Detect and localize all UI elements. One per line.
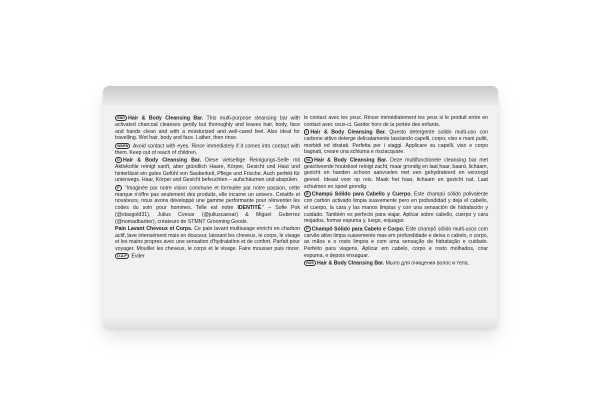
french-text: Ce pain lavant multiusage enrichi en charbon actif, lave intensément mais en douceur, laissant les cheveux, le corps, le visage et les mains propres avec une sensation d'hydratation et de confort. Parfait pour voyager. Mouiller les cheveux, le corps et le visage. Faire mousser puis rincer. (115, 225, 300, 252)
language-tag-es: E (304, 191, 311, 197)
language-tag-pt: P (304, 226, 311, 232)
french-quote-text: “Imaginée par notre vision commune et formulée par notre passion, cette marque n'offre pas seulement des produits, elle incarne un univers. Créatifs et novateurs, nous avons développé une gamme performante pour réinventer les codes du soin pour hommes. Telle est notre (115, 185, 300, 212)
portuguese-title: Champô Sólido para Cabelo e Corpo. (311, 225, 405, 232)
right-text-column (304, 115, 488, 268)
product-box (103, 86, 498, 328)
box-top-edge (103, 86, 498, 106)
language-tag-fr: F (115, 185, 122, 191)
dutch-title: Hair & Body Cleansing Bar. (314, 157, 388, 163)
french-title: Pain Lavant Cheveux et Corps. (115, 225, 193, 232)
french-warning-continued: le contact avec les yeux. Rincer immédiatement les yeux si le produit entre en contact avec ceux-ci. Garder hors de la portée des enfants. (304, 115, 488, 128)
language-tag-de: D (115, 157, 122, 163)
russian-paragraph (304, 260, 488, 267)
russian-title: Hair & Body Cleansing Bar. (316, 260, 385, 267)
spanish-paragraph (304, 191, 488, 225)
french-quote-credits: .” – Sofie Pok (@stasgold31), Julius Cvesar (@juliuscaesar) & Miguel Gutierrez (@nomadbarber), créateurs de STMNT Grooming Goods. (115, 205, 300, 225)
italian-title: Hair & Body Cleansing Bar. (310, 129, 386, 136)
english-text: This multi-purpose cleansing bar with activated charcoal cleanses gently but thoroughly and leaves hair, body, face and hands clean and with a moisturized and well-cared feel. Also ideal for travelling. Wet hair, body and face. Lather, then rinse. (115, 115, 300, 142)
spanish-title: Champú Sólido para Cabello y Cuerpo. (311, 191, 412, 198)
english-title: Hair & Body Cleansing Bar. (128, 115, 204, 122)
french-warning-text: Éviter (129, 252, 145, 259)
language-tag-ru: RUS (304, 260, 316, 266)
language-tag-nl: NL (304, 157, 313, 163)
french-paragraph (115, 226, 300, 260)
spanish-text: Este champú sólido polivalente con carbón activado limpia suavemente pero en profundidad y deja el cabello, el cuerpo, la cara y las manos limpias y con una sensación de hidratación y cuidado. También es perfecto para viajar. Aplicar sobre cabello, cuerpo y cara mojados, formar espuma y, luego, enjuagar. (304, 191, 488, 225)
english-warning-text: Avoid contact with eyes. Rinse immediately if it comes into contact with them. Keep out of reach of children. (115, 143, 300, 156)
warning-tag-fr: D.A.P (115, 253, 129, 259)
dutch-text: Deze multifunctionele cleansing bar met geactiveerde houtskool reinigt zacht, maar grondig en laat haar, baard, lichaam, gezicht en handen schoon aanvoelen met een gehydrateerd en verzorgd gevoel. Ideaal voor op reis. Maak het haar, lichaam en gezicht nat. Laat schuimen en spoel grondig. (304, 157, 488, 190)
english-warning (115, 143, 300, 157)
box-bottom-edge (103, 318, 498, 328)
italian-text: Questo detergente solido multi-uso con carbone attivo deterge delicatamente lasciando capelli, corpo, viso e mani puliti, morbidi ed idratati. Perfetta per i viaggi. Applicare su capelli, viso e corpo bagnati, creare una schiuma e risciacquare. (304, 129, 488, 156)
english-paragraph (115, 115, 300, 142)
french-identity-word: IDENTITÉ (237, 205, 262, 212)
dutch-paragraph (304, 157, 488, 191)
left-text-column (115, 115, 300, 260)
russian-text: Мыло для очищения волос и тела. (384, 260, 470, 267)
german-title: Hair & Body Cleansing Bar. (122, 157, 201, 164)
french-quote-paragraph (115, 185, 300, 226)
portuguese-paragraph (304, 226, 488, 260)
italian-paragraph (304, 129, 488, 156)
german-text: Diese vielseitige Reinigungs-Seife mit Aktivkohle reinigt sanft, aber gründlich Haare, Körper, Gesicht und Haut und hinterlässt ein gutes Gefühl von Sauberkeit, Pflege und Frische. Auch perfekt für unterwegs. Haar, Körper und Gesicht befeuchten – aufschäumen und abspülen. (115, 157, 301, 184)
portuguese-text: Este champô sólido multi-usos com carvão ativo limpa suavemente mas em profundidade e deixa o cabelo, o corpo, as mãos e o rosto limpos e com uma sensação de hidratação e cuidado. Perfeito para viagens. Aplicar em cabelo, corpo e rosto molhados, criar espuma, e depois enxaguar. (304, 225, 488, 259)
german-paragraph (115, 157, 300, 184)
warning-tag-en: WARN (115, 143, 130, 149)
language-tag-it: I (304, 129, 309, 135)
language-tag-en: ENG (115, 115, 127, 121)
